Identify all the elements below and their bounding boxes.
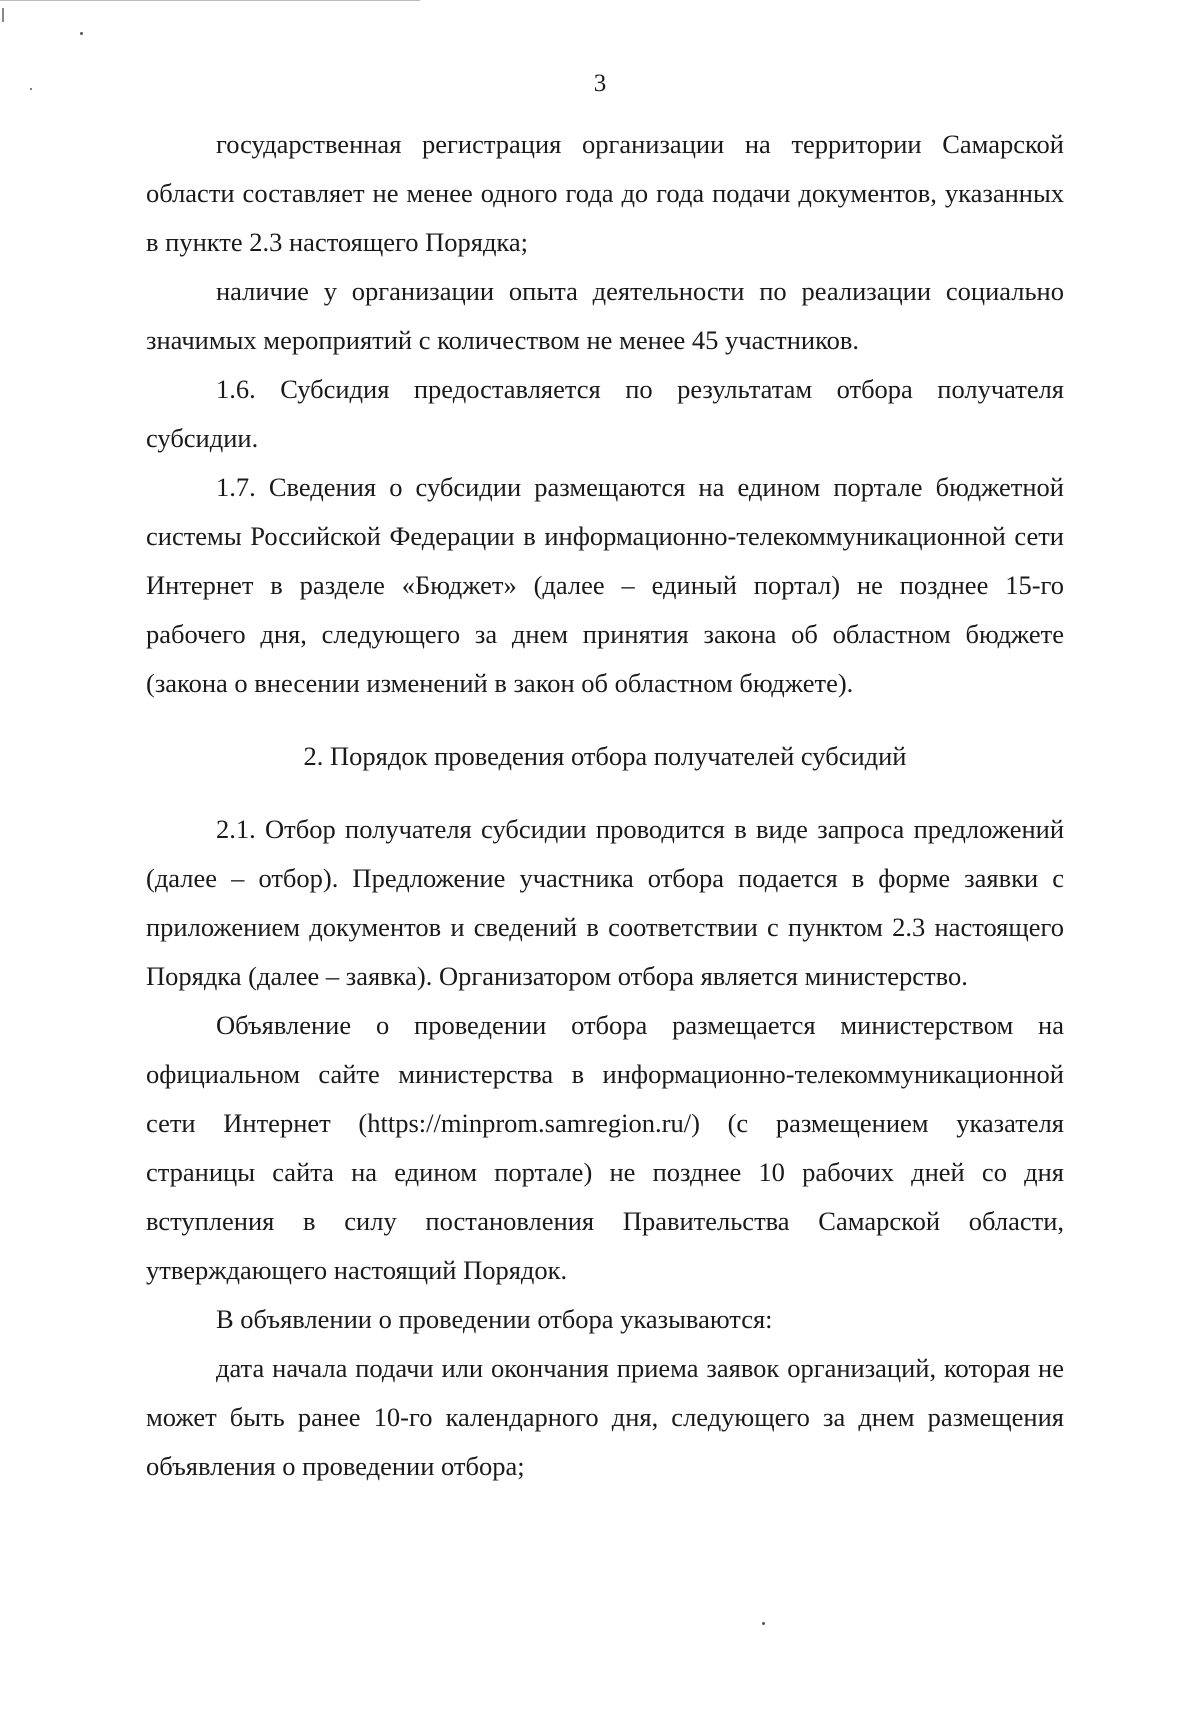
scan-dot — [762, 1622, 765, 1625]
document-body — [146, 120, 1064, 1491]
scan-edge-line — [0, 0, 420, 1]
paragraph-announcement-contents: В объявлении о проведении отбора указываются: — [216, 1304, 773, 1334]
paragraph-1-7: 1.7. Сведения о субсидии размещаются на едином портале бюджетной системы Российской Федерации в информационно-телекоммуникационной сети Интернет в разделе «Бюджет» (далее – единый портал) не позднее 15-го рабочего дня, следующего за днем принятия закона об областном бюджете (закона о внесении изменений в закон об областном бюджете). — [146, 472, 1064, 698]
section-heading-2: 2. Порядок проведения отбора получателей субсидий — [303, 741, 907, 771]
paragraph-registration: государственная регистрация организации на территории Самарской области составляет не менее одного года до года подачи документов, указанных в пункте 2.3 настоящего Порядка; — [146, 129, 1064, 257]
paragraph-1-6: 1.6. Субсидия предоставляется по результатам отбора получателя субсидии. — [146, 374, 1064, 453]
scan-edge-mark — [2, 8, 4, 22]
paragraph-experience: наличие у организации опыта деятельности по реализации социально значимых мероприятий с количеством не менее 45 участников. — [146, 276, 1064, 355]
scan-dot — [80, 32, 83, 35]
paragraph-start-date: дата начала подачи или окончания приема заявок организаций, которая не может быть ранее 10-го календарного дня, следующего за днем размещения объявления о проведении отбора; — [146, 1353, 1064, 1481]
paragraph-2-1: 2.1. Отбор получателя субсидии проводится в виде запроса предложений (далее – отбор). Предложение участника отбора подается в форме заявки с приложением документов и сведений в соответствии с пунктом 2.3 настоящего Порядка (далее – заявка). Организатором отбора является министерство. — [146, 814, 1064, 991]
page-number: 3 — [593, 70, 607, 97]
paragraph-announcement: Объявление о проведении отбора размещается министерством на официальном сайте министерства в информационно-телекоммуникационной сети Интернет (https://minprom.samregion.ru/) (с размещением указателя страницы сайта на едином портале) не позднее 10 рабочих дней со дня вступления в силу постановления Правительства Самарской области, утверждающего настоящий Порядок. — [146, 1010, 1064, 1285]
